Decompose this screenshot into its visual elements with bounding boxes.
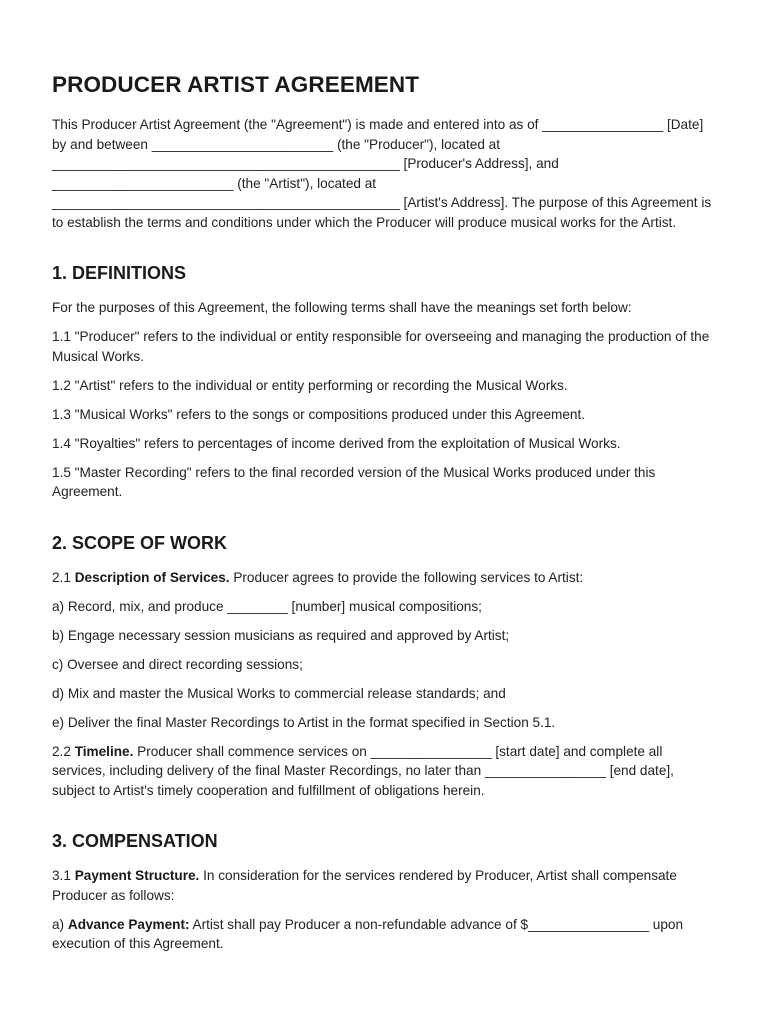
clause-number: 2.1	[52, 569, 75, 585]
compensation-item-3-1	[52, 866, 718, 905]
service-item: b) Engage necessary session musicians as required and approved by Artist;	[52, 627, 510, 643]
service-item: a) Record, mix, and produce ________ [number] musical compositions;	[52, 598, 482, 614]
intro-paragraph: This Producer Artist Agreement (the "Agreement") is made and entered into as of ________________ [Date] by and between ________________________ (the "Producer"), located at ______________________________________________ [Producer's Address], and ________________________ (the "Artist"), located at ______________________________________________ [Artist's Address]. The purpose of this Agreement is to establish the terms and conditions under which the Producer will produce musical works for the Artist.	[52, 117, 712, 230]
clause-text: Producer shall commence services on ________________ [start date] and complete all services, including delivery of the final Master Recordings, no later than ________________ [end date], subject to Artist's timely cooperation and fulfillment of obligations herein.	[52, 743, 674, 798]
definition-item: 1.1 "Producer" refers to the individual or entity responsible for overseeing and managing the production of the Musical Works.	[52, 329, 710, 364]
service-item: c) Oversee and direct recording sessions;	[52, 656, 303, 672]
clause-text: Producer agrees to provide the following services to Artist:	[229, 569, 584, 585]
section-scope-heading: 2. SCOPE OF WORK	[52, 532, 228, 553]
clause-number: 3.1	[52, 868, 75, 883]
document-title: PRODUCER ARTIST AGREEMENT	[52, 72, 420, 97]
clause-text: Artist shall pay Producer a non-refundable advance of $________________ upon execution of this Agreement.	[52, 916, 684, 951]
clause-label: Description of Services.	[74, 569, 230, 585]
service-item: e) Deliver the final Master Recordings to Artist in the format specified in Section 5.1.	[52, 714, 556, 730]
definitions-lead: For the purposes of this Agreement, the following terms shall have the meanings set forth below:	[52, 300, 632, 315]
section-definitions-heading: 1. DEFINITIONS	[52, 263, 187, 283]
definition-item: 1.3 "Musical Works" refers to the songs or compositions produced under this Agreement.	[52, 406, 586, 422]
section-compensation-heading: 3. COMPENSATION	[52, 831, 218, 851]
definition-item: 1.2 "Artist" refers to the individual or entity performing or recording the Musical Works.	[52, 377, 568, 393]
compensation-sub-a	[52, 915, 718, 954]
clause-label: Timeline.	[74, 743, 134, 759]
clause-number: 2.2	[52, 743, 75, 759]
definition-item: 1.5 "Master Recording" refers to the final recorded version of the Musical Works produced under this Agreement.	[52, 464, 656, 499]
scope-item-2-1	[52, 568, 718, 588]
definition-item: 1.4 "Royalties" refers to percentages of income derived from the exploitation of Musical Works.	[52, 435, 621, 451]
clause-label: Payment Structure.	[74, 868, 200, 883]
clause-label: Advance Payment:	[67, 916, 190, 932]
clause-text: In consideration for the services rendered by Producer, Artist shall compensate Producer as follows:	[52, 868, 677, 903]
scope-item-2-2	[52, 742, 718, 801]
clause-prefix: a)	[52, 916, 68, 932]
service-item: d) Mix and master the Musical Works to commercial release standards; and	[52, 685, 506, 701]
